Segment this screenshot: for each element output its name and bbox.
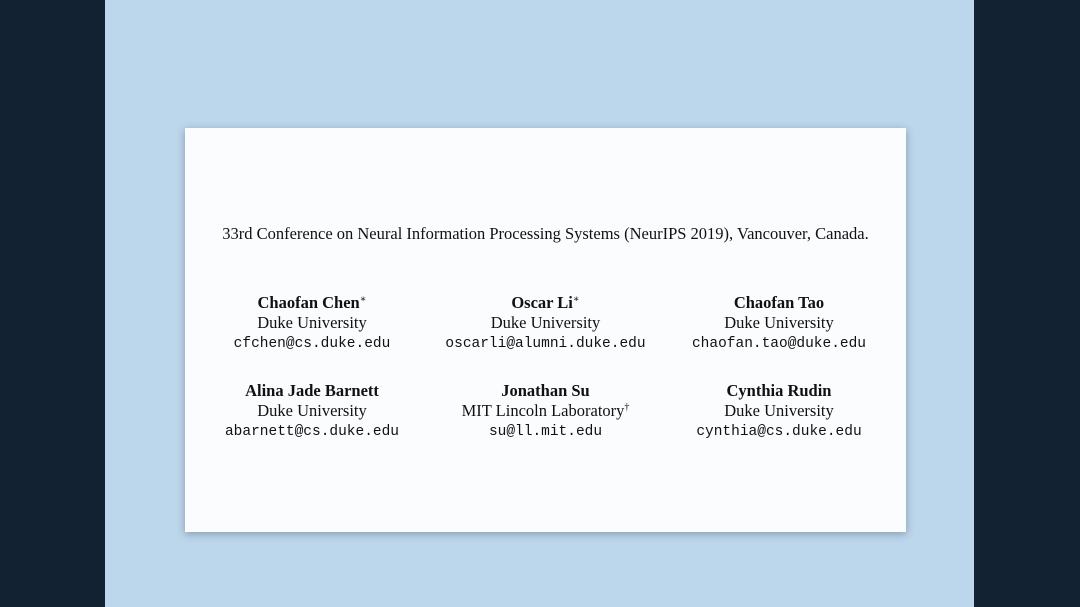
- author-affiliation: Duke University: [724, 401, 834, 420]
- author-block: [427, 293, 664, 355]
- equal-contribution-mark: ∗: [359, 294, 367, 305]
- author-block: [664, 381, 894, 443]
- author-email: su@ll.mit.edu: [488, 424, 603, 440]
- author-name: Chaofan Chen∗: [257, 293, 367, 312]
- author-affiliation: Duke University: [257, 401, 367, 420]
- paper-excerpt: [185, 128, 906, 532]
- author-block: [197, 381, 427, 443]
- author-email: oscarli@alumni.duke.edu: [445, 336, 646, 352]
- author-email: cynthia@cs.duke.edu: [696, 424, 862, 440]
- author-name: Oscar Li∗: [511, 293, 580, 312]
- equal-contribution-mark: ∗: [572, 294, 580, 305]
- author-affiliation: MIT Lincoln Laboratory†: [461, 401, 630, 420]
- author-email: chaofan.tao@duke.edu: [691, 336, 867, 352]
- author-block: [427, 381, 664, 443]
- author-affiliation: Duke University: [257, 313, 367, 332]
- author-grid: [197, 293, 894, 443]
- affiliation-footnote-mark: †: [624, 402, 630, 413]
- author-name: Chaofan Tao: [733, 293, 825, 312]
- author-email: cfchen@cs.duke.edu: [233, 336, 391, 352]
- author-email: abarnett@cs.duke.edu: [224, 424, 400, 440]
- author-block: [197, 293, 427, 355]
- author-name: Cynthia Rudin: [726, 381, 832, 400]
- conference-footnote: 33rd Conference on Neural Information Processing Systems (NeurIPS 2019), Vancouver, Canada.: [222, 224, 869, 243]
- author-name: Alina Jade Barnett: [245, 381, 379, 400]
- author-affiliation: Duke University: [490, 313, 601, 332]
- author-name: Jonathan Su: [501, 381, 590, 400]
- author-affiliation: Duke University: [724, 313, 834, 332]
- author-block: [664, 293, 894, 355]
